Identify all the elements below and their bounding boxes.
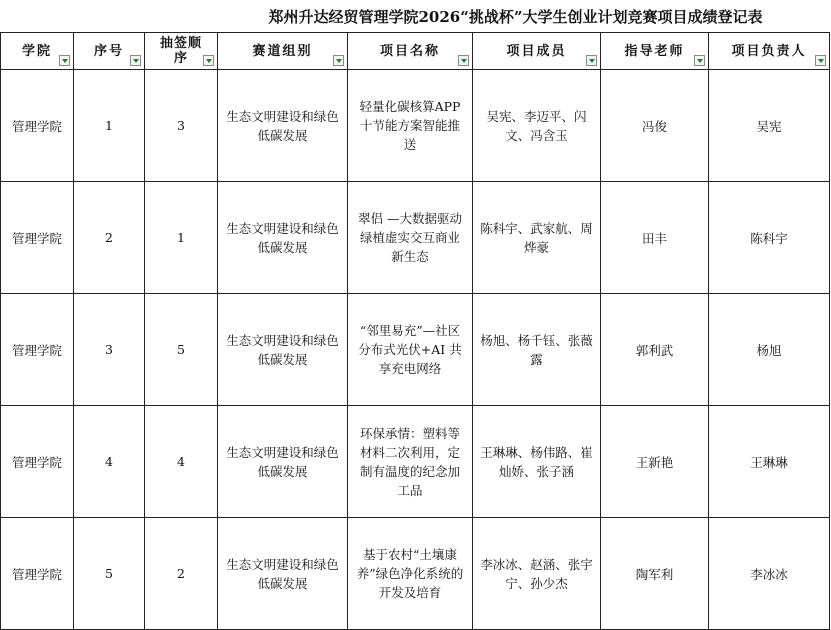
filter-dropdown-icon[interactable] bbox=[59, 55, 70, 66]
table-row bbox=[1, 70, 830, 182]
cell-advisor[interactable]: 王新艳 bbox=[601, 406, 709, 518]
table-row bbox=[1, 406, 830, 518]
header-college: 学院 bbox=[1, 33, 74, 70]
cell-college[interactable]: 管理学院 bbox=[1, 294, 74, 406]
header-members: 项目成员 bbox=[473, 33, 601, 70]
header-row bbox=[1, 33, 830, 70]
cell-college[interactable]: 管理学院 bbox=[1, 182, 74, 294]
filter-dropdown-icon[interactable] bbox=[694, 55, 705, 66]
cell-leader[interactable]: 王琳琳 bbox=[709, 406, 830, 518]
cell-advisor[interactable]: 陶军利 bbox=[601, 518, 709, 630]
cell-project-name[interactable]: 翠侣 —大数据驱动绿植虚实交互商业新生态 bbox=[348, 182, 473, 294]
filter-dropdown-icon[interactable] bbox=[203, 55, 214, 66]
header-draw-order: 抽签顺序 bbox=[145, 33, 218, 70]
cell-project-name[interactable]: 基于农村“土壤康养”绿色净化系统的开发及培育 bbox=[348, 518, 473, 630]
cell-advisor[interactable]: 田丰 bbox=[601, 182, 709, 294]
cell-project-name[interactable]: 轻量化碳核算APP十节能方案智能推送 bbox=[348, 70, 473, 182]
cell-members[interactable]: 陈科宇、武家航、周烨豪 bbox=[473, 182, 601, 294]
filter-dropdown-icon[interactable] bbox=[130, 55, 141, 66]
header-advisor: 指导老师 bbox=[601, 33, 709, 70]
cell-members[interactable]: 王琳琳、杨伟路、崔灿娇、张子涵 bbox=[473, 406, 601, 518]
registration-table bbox=[0, 32, 830, 630]
filter-dropdown-icon[interactable] bbox=[333, 55, 344, 66]
cell-number[interactable]: 1 bbox=[74, 70, 145, 182]
cell-advisor[interactable]: 郭利武 bbox=[601, 294, 709, 406]
filter-dropdown-icon[interactable] bbox=[815, 55, 826, 66]
cell-number[interactable]: 3 bbox=[74, 294, 145, 406]
cell-track[interactable]: 生态文明建设和绿色低碳发展 bbox=[218, 406, 348, 518]
cell-college[interactable]: 管理学院 bbox=[1, 518, 74, 630]
cell-leader[interactable]: 陈科宇 bbox=[709, 182, 830, 294]
table-row bbox=[1, 518, 830, 630]
cell-members[interactable]: 杨旭、杨千钰、张薇露 bbox=[473, 294, 601, 406]
header-track: 赛道组别 bbox=[218, 33, 348, 70]
cell-draw-order[interactable]: 5 bbox=[145, 294, 218, 406]
cell-leader[interactable]: 李冰冰 bbox=[709, 518, 830, 630]
cell-track[interactable]: 生态文明建设和绿色低碳发展 bbox=[218, 70, 348, 182]
filter-dropdown-icon[interactable] bbox=[586, 55, 597, 66]
cell-draw-order[interactable]: 4 bbox=[145, 406, 218, 518]
cell-draw-order[interactable]: 1 bbox=[145, 182, 218, 294]
cell-advisor[interactable]: 冯俊 bbox=[601, 70, 709, 182]
filter-dropdown-icon[interactable] bbox=[458, 55, 469, 66]
cell-draw-order[interactable]: 2 bbox=[145, 518, 218, 630]
cell-number[interactable]: 4 bbox=[74, 406, 145, 518]
cell-number[interactable]: 2 bbox=[74, 182, 145, 294]
cell-project-name[interactable]: 环保承情：塑料等材料二次利用，定制有温度的纪念加工品 bbox=[348, 406, 473, 518]
header-project-name: 项目名称 bbox=[348, 33, 473, 70]
header-leader: 项目负责人 bbox=[709, 33, 830, 70]
sheet-title: 郑州升达经贸管理学院2026“挑战杯”大学生创业计划竞赛项目成绩登记表 bbox=[268, 7, 763, 26]
cell-college[interactable]: 管理学院 bbox=[1, 406, 74, 518]
header-number: 序号 bbox=[74, 33, 145, 70]
table-row bbox=[1, 294, 830, 406]
cell-track[interactable]: 生态文明建设和绿色低碳发展 bbox=[218, 518, 348, 630]
cell-project-name[interactable]: “邻里易充”—社区分布式光伏+AI 共享充电网络 bbox=[348, 294, 473, 406]
cell-members[interactable]: 李冰冰、赵涵、张宇宁、孙少杰 bbox=[473, 518, 601, 630]
cell-track[interactable]: 生态文明建设和绿色低碳发展 bbox=[218, 182, 348, 294]
cell-college[interactable]: 管理学院 bbox=[1, 70, 74, 182]
cell-leader[interactable]: 杨旭 bbox=[709, 294, 830, 406]
cell-leader[interactable]: 吴宪 bbox=[709, 70, 830, 182]
cell-number[interactable]: 5 bbox=[74, 518, 145, 630]
cell-members[interactable]: 吴宪、李迈平、闪文、冯含玉 bbox=[473, 70, 601, 182]
cell-track[interactable]: 生态文明建设和绿色低碳发展 bbox=[218, 294, 348, 406]
table-row bbox=[1, 182, 830, 294]
cell-draw-order[interactable]: 3 bbox=[145, 70, 218, 182]
